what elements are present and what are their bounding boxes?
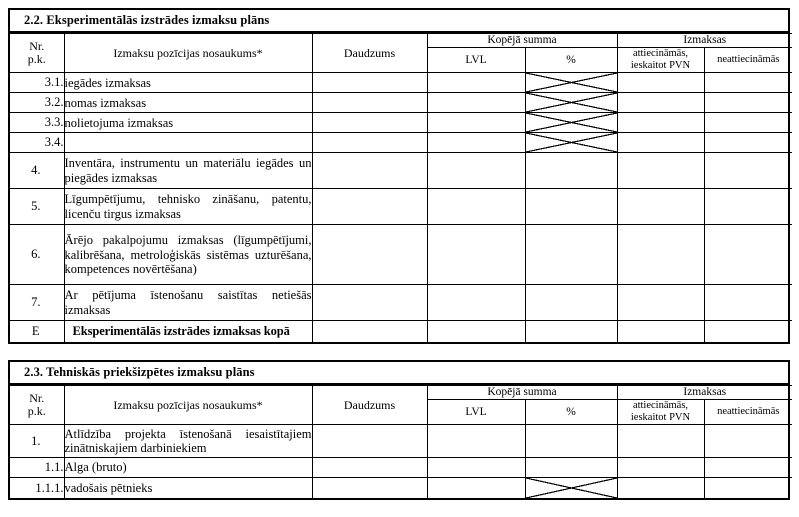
table-head (10, 386, 792, 425)
non-attributable-value-cell[interactable] (704, 478, 792, 498)
attributable-value-cell[interactable] (617, 113, 704, 133)
lvl-value-cell[interactable] (427, 133, 525, 153)
table-row (10, 285, 792, 321)
quantity-value-cell[interactable] (312, 425, 427, 458)
row-number-cell: 7. (10, 285, 64, 321)
percent-value-cell[interactable] (525, 458, 617, 478)
column-header-percent: % (525, 48, 617, 73)
column-header-lvl: LVL (427, 400, 525, 425)
header-row-top (10, 386, 792, 400)
non-attributable-value-cell[interactable] (704, 321, 792, 342)
column-header-attributable (617, 400, 704, 425)
non-attributable-value-cell[interactable] (704, 153, 792, 189)
nr-line-1: Nr. (29, 390, 45, 405)
non-attributable-value-cell[interactable] (704, 225, 792, 285)
row-number-cell: E (10, 321, 64, 342)
column-header-lvl: LVL (427, 48, 525, 73)
quantity-value-cell[interactable] (312, 225, 427, 285)
plan-title: 2.2. Eksperimentālās izstrādes izmaksu plāns (10, 10, 788, 33)
non-attributable-value-cell[interactable] (704, 113, 792, 133)
column-header-quantity: Daudzums (312, 386, 427, 425)
row-number-cell: 3.4. (10, 133, 64, 153)
non-attributable-value-cell[interactable] (704, 189, 792, 225)
quantity-value-cell[interactable] (312, 93, 427, 113)
quantity-value-cell[interactable] (312, 133, 427, 153)
attributable-value-cell[interactable] (617, 478, 704, 498)
lvl-value-cell[interactable] (427, 189, 525, 225)
lvl-value-cell[interactable] (427, 321, 525, 342)
cost-item-name-cell: Alga (bruto) (64, 458, 312, 478)
attributable-value-cell[interactable] (617, 458, 704, 478)
lvl-value-cell[interactable] (427, 73, 525, 93)
percent-value-cell[interactable] (525, 225, 617, 285)
percent-value-cell[interactable] (525, 321, 617, 342)
column-header-name: Izmaksu pozīcijas nosaukums* (64, 386, 312, 425)
attributable-line-1: attiecināmās, (632, 48, 689, 60)
attributable-value-cell[interactable] (617, 225, 704, 285)
table-row (10, 225, 792, 285)
cost-item-name-cell: Ārējo pakalpojumu izmaksas (līgumpētījumi, kalibrēšana, metroloģiskās sistēmas uzturēšana, kompetences novērtēšana) (64, 225, 312, 285)
attributable-value-cell[interactable] (617, 133, 704, 153)
nr-line-1: Nr. (29, 38, 45, 53)
attributable-value-cell[interactable] (617, 93, 704, 113)
cost-item-name-cell: nomas izmaksas (64, 93, 312, 113)
lvl-value-cell[interactable] (427, 285, 525, 321)
row-number-cell: 1. (10, 425, 64, 458)
table-body (10, 73, 792, 342)
row-number-cell: 3.1. (10, 73, 64, 93)
column-header-non-attributable: neattiecināmās (704, 400, 792, 425)
table-row (10, 93, 792, 113)
table-row (10, 153, 792, 189)
nr-line-2: p.k. (27, 404, 46, 419)
quantity-value-cell[interactable] (312, 458, 427, 478)
cost-item-name-cell: Eksperimentālās izstrādes izmaksas kopā (64, 321, 312, 342)
column-header-group-total: Kopējā summa (427, 386, 617, 400)
non-attributable-value-cell[interactable] (704, 425, 792, 458)
cost-item-name-cell: nolietojuma izmaksas (64, 113, 312, 133)
table-row (10, 113, 792, 133)
quantity-value-cell[interactable] (312, 478, 427, 498)
plan-block (8, 360, 790, 500)
attributable-value-cell[interactable] (617, 321, 704, 342)
attributable-value-cell[interactable] (617, 189, 704, 225)
attributable-line-2: ieskaitot PVN (630, 412, 691, 424)
quantity-value-cell[interactable] (312, 73, 427, 93)
percent-value-cell[interactable] (525, 478, 617, 498)
plan-block (8, 8, 790, 344)
table-body (10, 425, 792, 498)
lvl-value-cell[interactable] (427, 458, 525, 478)
column-header-group-costs: Izmaksas (617, 386, 792, 400)
column-header-group-costs: Izmaksas (617, 34, 792, 48)
column-header-non-attributable: neattiecināmās (704, 48, 792, 73)
lvl-value-cell[interactable] (427, 153, 525, 189)
attributable-value-cell[interactable] (617, 425, 704, 458)
cost-item-name-cell: Ar pētījuma īstenošanu saistītas netiešās izmaksas (64, 285, 312, 321)
lvl-value-cell[interactable] (427, 93, 525, 113)
column-header-group-total: Kopējā summa (427, 34, 617, 48)
table-row (10, 189, 792, 225)
table-row (10, 458, 792, 478)
cost-plan-table (10, 385, 792, 498)
attributable-line-1: attiecināmās, (632, 400, 689, 412)
lvl-value-cell[interactable] (427, 225, 525, 285)
quantity-value-cell[interactable] (312, 321, 427, 342)
cost-item-name-cell: Līgumpētījumu, tehnisko zināšanu, patentu, licenču tirgus izmaksas (64, 189, 312, 225)
quantity-value-cell[interactable] (312, 113, 427, 133)
table-row (10, 478, 792, 498)
non-attributable-value-cell[interactable] (704, 73, 792, 93)
row-number-cell: 4. (10, 153, 64, 189)
non-attributable-value-cell[interactable] (704, 133, 792, 153)
lvl-value-cell[interactable] (427, 113, 525, 133)
column-header-quantity: Daudzums (312, 34, 427, 73)
non-attributable-value-cell[interactable] (704, 458, 792, 478)
cost-item-name-cell: iegādes izmaksas (64, 73, 312, 93)
plan-title: 2.3. Tehniskās priekšizpētes izmaksu plāns (10, 362, 788, 385)
quantity-value-cell[interactable] (312, 189, 427, 225)
quantity-value-cell[interactable] (312, 153, 427, 189)
percent-value-cell[interactable] (525, 153, 617, 189)
percent-value-cell[interactable] (525, 133, 617, 153)
attributable-line-2: ieskaitot PVN (630, 60, 691, 72)
lvl-value-cell[interactable] (427, 425, 525, 458)
column-header-name: Izmaksu pozīcijas nosaukums* (64, 34, 312, 73)
table-row (10, 133, 792, 153)
row-number-cell: 1.1.1. (10, 478, 64, 498)
row-number-cell: 1.1. (10, 458, 64, 478)
column-header-nr (10, 34, 64, 73)
column-header-attributable (617, 48, 704, 73)
plan-blocks-container (8, 8, 790, 500)
column-header-nr (10, 386, 64, 425)
cost-item-name-cell (64, 133, 312, 153)
row-number-cell: 5. (10, 189, 64, 225)
attributable-value-cell[interactable] (617, 285, 704, 321)
table-row (10, 425, 792, 458)
percent-value-cell[interactable] (525, 425, 617, 458)
quantity-value-cell[interactable] (312, 285, 427, 321)
row-number-cell: 6. (10, 225, 64, 285)
cost-plan-table (10, 33, 792, 342)
row-number-cell: 3.3. (10, 113, 64, 133)
non-attributable-value-cell[interactable] (704, 93, 792, 113)
percent-value-cell[interactable] (525, 189, 617, 225)
header-row-top (10, 34, 792, 48)
percent-value-cell[interactable] (525, 285, 617, 321)
table-row (10, 321, 792, 342)
cost-item-name-cell: Inventāra, instrumentu un materiālu iegādes un piegādes izmaksas (64, 153, 312, 189)
attributable-value-cell[interactable] (617, 73, 704, 93)
non-attributable-value-cell[interactable] (704, 285, 792, 321)
cost-item-name-cell: Atlīdzība projekta īstenošanā iesaistītajiem zinātniskajiem darbiniekiem (64, 425, 312, 458)
cost-item-name-cell: vadošais pētnieks (64, 478, 312, 498)
table-head (10, 34, 792, 73)
percent-value-cell[interactable] (525, 93, 617, 113)
attributable-value-cell[interactable] (617, 153, 704, 189)
column-header-percent: % (525, 400, 617, 425)
percent-value-cell[interactable] (525, 73, 617, 93)
table-row (10, 73, 792, 93)
lvl-value-cell[interactable] (427, 478, 525, 498)
nr-line-2: p.k. (27, 52, 46, 67)
row-number-cell: 3.2. (10, 93, 64, 113)
percent-value-cell[interactable] (525, 113, 617, 133)
